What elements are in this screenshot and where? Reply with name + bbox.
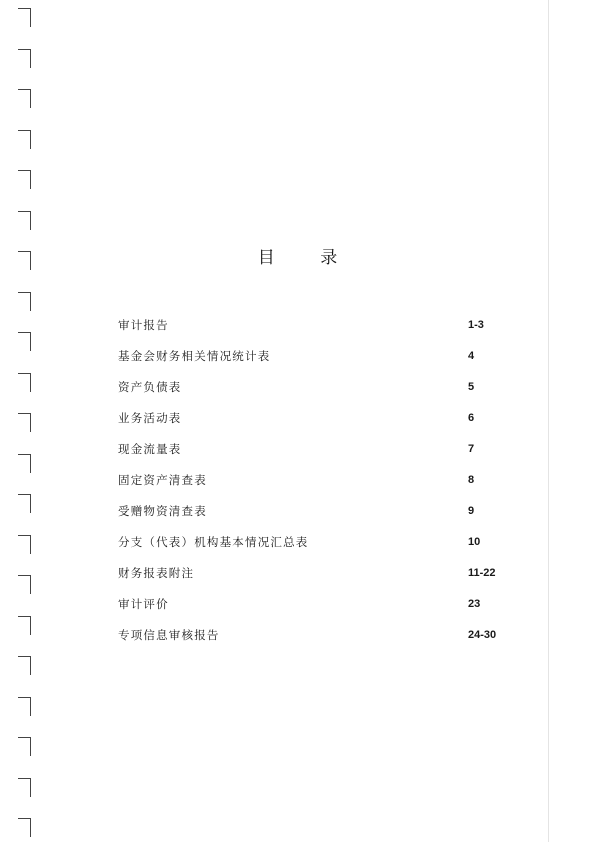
toc-entry: [118, 557, 498, 588]
toc-entry: [118, 619, 498, 650]
toc-entry-label: 受赠物资清查表: [118, 503, 207, 518]
binding-mark: [18, 130, 31, 149]
toc-entry-page: 8: [468, 473, 475, 486]
binding-mark: [18, 211, 31, 230]
binding-mark: [18, 89, 31, 108]
binding-mark: [18, 373, 31, 392]
binding-mark: [18, 575, 31, 594]
toc-entry-label: 分支（代表）机构基本情况汇总表: [118, 534, 309, 549]
toc-entry-page: 6: [468, 411, 475, 424]
toc-entry-page: 7: [468, 442, 475, 455]
toc-entry-label: 现金流量表: [118, 441, 182, 456]
toc-entry-page: 24-30: [468, 628, 497, 641]
binding-mark: [18, 8, 31, 27]
toc-entry: [118, 309, 498, 340]
binding-mark: [18, 494, 31, 513]
toc-entry-label: 资产负债表: [118, 379, 182, 394]
toc-entry-label: 审计报告: [118, 317, 169, 332]
toc-entry-page: 9: [468, 504, 475, 517]
toc-entry-label: 专项信息审核报告: [118, 627, 220, 642]
toc-entry-label: 业务活动表: [118, 410, 182, 425]
binding-mark: [18, 332, 31, 351]
toc-entry: [118, 464, 498, 495]
toc-entry: [118, 433, 498, 464]
binding-mark: [18, 535, 31, 554]
binding-mark: [18, 616, 31, 635]
binding-mark: [18, 697, 31, 716]
toc-entry-label: 财务报表附注: [118, 565, 195, 580]
binding-mark: [18, 818, 31, 837]
toc-entry-page: 10: [468, 535, 481, 548]
toc-entry: [118, 526, 498, 557]
toc-entry: [118, 495, 498, 526]
binding-mark: [18, 737, 31, 756]
table-of-contents: [118, 309, 498, 650]
scan-edge: [548, 0, 549, 842]
toc-entry-page: 11-22: [468, 566, 496, 579]
toc-entry-page: 4: [468, 349, 475, 362]
binding-marks: [18, 0, 32, 842]
binding-mark: [18, 656, 31, 675]
binding-mark: [18, 170, 31, 189]
toc-entry: [118, 588, 498, 619]
binding-mark: [18, 49, 31, 68]
toc-entry-page: 23: [468, 597, 481, 610]
binding-mark: [18, 778, 31, 797]
toc-entry-label: 固定资产清查表: [118, 472, 207, 487]
toc-entry-label: 审计评价: [118, 596, 169, 611]
toc-entry: [118, 340, 498, 371]
toc-entry-page: 1-3: [468, 318, 484, 331]
toc-entry-label: 基金会财务相关情况统计表: [118, 348, 271, 363]
binding-mark: [18, 292, 31, 311]
toc-title: 目 录: [257, 248, 358, 268]
toc-entry: [118, 402, 498, 433]
binding-mark: [18, 413, 31, 432]
binding-mark: [18, 454, 31, 473]
toc-entry: [118, 371, 498, 402]
toc-entry-page: 5: [468, 380, 475, 393]
